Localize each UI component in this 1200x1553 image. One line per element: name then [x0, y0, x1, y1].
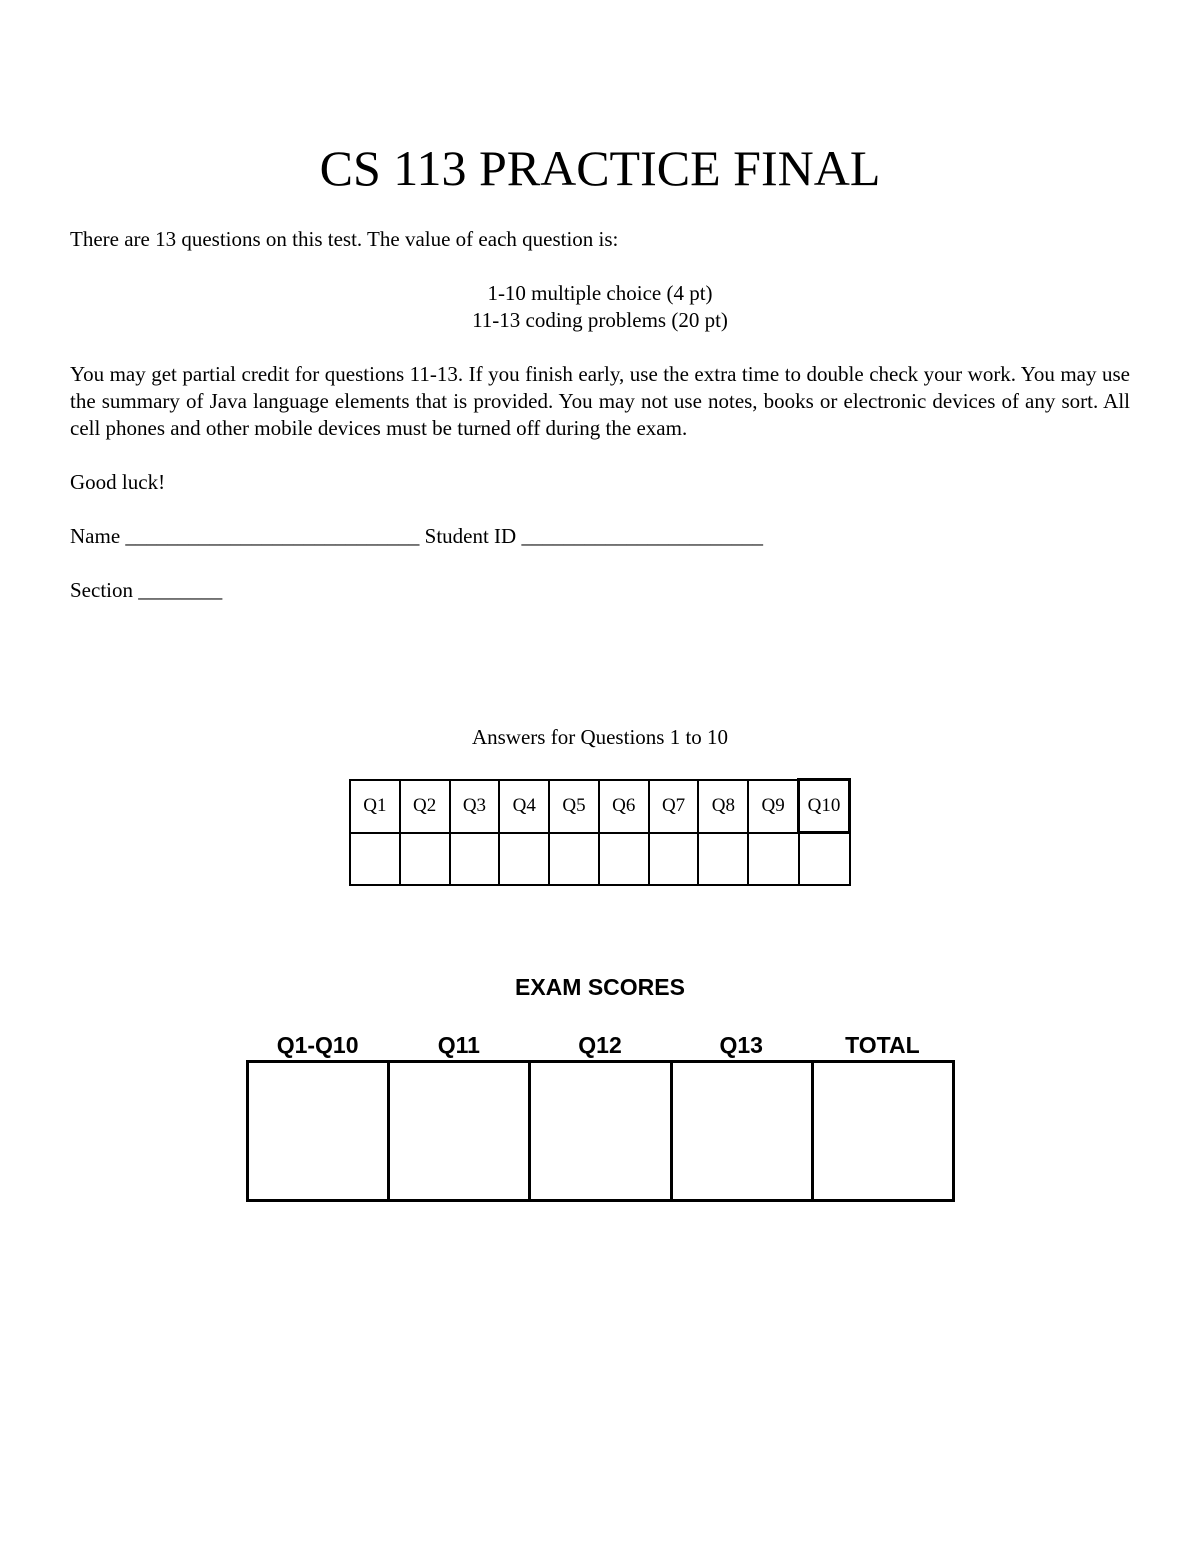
answers-entry-row	[350, 833, 850, 886]
good-luck-text: Good luck!	[70, 470, 166, 494]
scores-header-row	[247, 1030, 953, 1060]
score-cell-q12	[530, 1062, 671, 1201]
section-line: Section ________	[70, 578, 223, 602]
exam-scores-title: EXAM SCORES	[515, 974, 685, 1000]
question-values	[0, 280, 1200, 334]
answer-cell-q9	[748, 833, 798, 886]
score-cell-q13	[671, 1062, 812, 1201]
value-line-multiple-choice: 1-10 multiple choice (4 pt)	[487, 281, 713, 305]
value-line-coding: 11-13 coding problems (20 pt)	[472, 308, 728, 332]
answer-cell-q6	[599, 833, 649, 886]
scores-entry-row	[248, 1062, 954, 1201]
score-header-q1-q10: Q1-Q10	[276, 1032, 359, 1058]
score-cell-q11	[389, 1062, 530, 1201]
score-header-q11: Q11	[437, 1032, 480, 1058]
answers-header-row	[350, 780, 850, 833]
answer-cell-q8	[698, 833, 748, 886]
answer-header-q8: Q8	[698, 780, 748, 833]
answer-cell-q10	[799, 833, 850, 886]
answer-cell-q4	[499, 833, 549, 886]
answer-header-q10: Q10	[799, 780, 850, 833]
score-cell-total	[812, 1062, 953, 1201]
answer-cell-q2	[400, 833, 450, 886]
answer-header-q7: Q7	[649, 780, 699, 833]
answer-cell-q3	[450, 833, 500, 886]
score-header-total: TOTAL	[845, 1032, 920, 1058]
answer-header-q2: Q2	[400, 780, 450, 833]
answer-header-q5: Q5	[549, 780, 599, 833]
intro-text: There are 13 questions on this test. The value of each question is:	[70, 227, 619, 251]
answer-header-q6: Q6	[599, 780, 649, 833]
answer-cell-q1	[350, 833, 400, 886]
score-header-q12: Q12	[578, 1032, 622, 1058]
answer-header-q3: Q3	[450, 780, 500, 833]
answer-cell-q7	[649, 833, 699, 886]
answer-cell-q5	[549, 833, 599, 886]
scores-table	[246, 1060, 955, 1202]
answer-header-q9: Q9	[748, 780, 798, 833]
answer-header-q1: Q1	[350, 780, 400, 833]
page-title: CS 113 PRACTICE FINAL	[319, 140, 881, 196]
score-header-q13: Q13	[719, 1032, 763, 1058]
score-cell-q1-q10	[248, 1062, 389, 1201]
answer-header-q4: Q4	[499, 780, 549, 833]
instructions-text: You may get partial credit for questions 11-13. If you finish early, use the extra time to double check your work. You may use the summary of Java language elements that is provided. You may not use notes, books or electronic devices of any sort. All cell phones and other mobile devices must be turned off during the exam.	[70, 362, 1130, 440]
answers-caption: Answers for Questions 1 to 10	[471, 725, 729, 749]
answers-table	[349, 778, 851, 886]
name-student-id-line: Name ____________________________ Student ID _______________________	[70, 524, 763, 548]
